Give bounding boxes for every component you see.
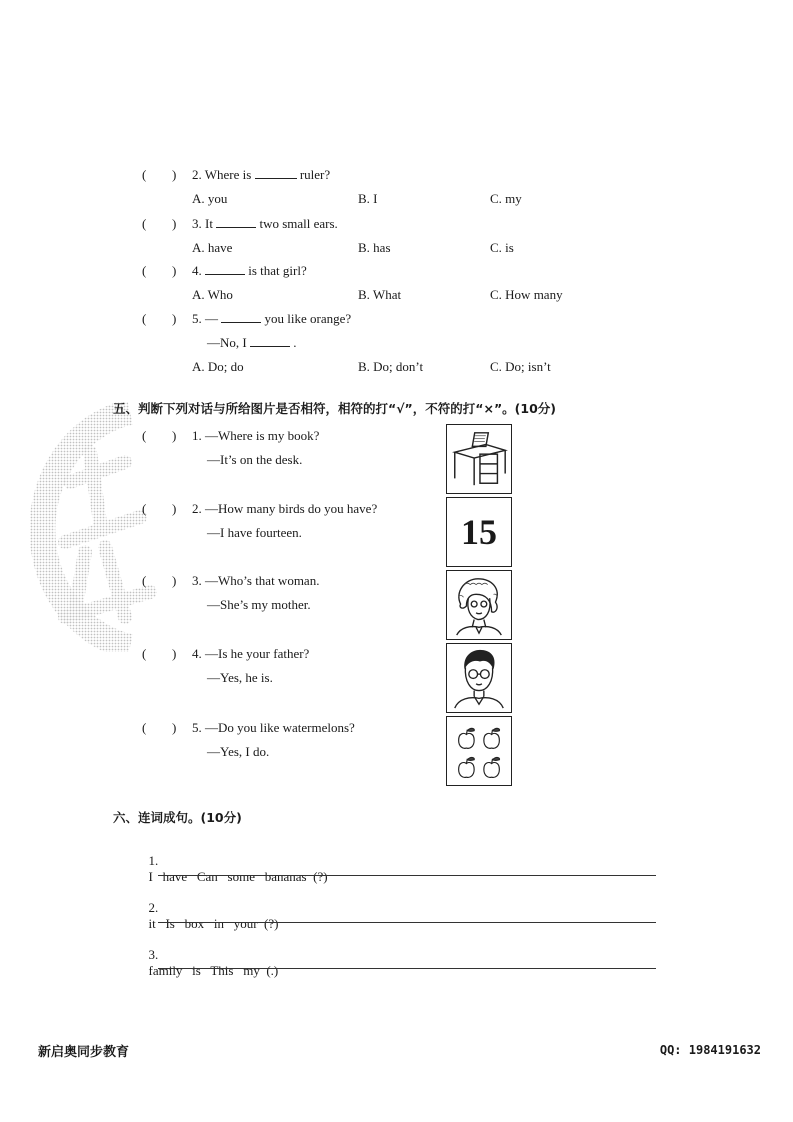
dialog-item-4: 4. —Is he your father?	[192, 646, 310, 661]
option-a[interactable]: A. have	[192, 240, 233, 255]
option-c[interactable]: C. Do; isn’t	[490, 359, 551, 374]
dialog-item-3: 3. —Who’s that woman.	[192, 573, 320, 588]
woman-picture	[446, 570, 512, 640]
answer-line[interactable]	[158, 875, 656, 876]
option-b[interactable]: B. What	[358, 287, 402, 302]
desk-icon	[447, 425, 511, 493]
option-c[interactable]: C. How many	[490, 287, 563, 302]
answer-line[interactable]	[158, 968, 656, 969]
option-a[interactable]: A. Do; do	[192, 359, 244, 374]
mc-question-4: 4. is that girl?	[192, 263, 307, 278]
fill-blank[interactable]	[205, 263, 245, 275]
mc-question-5-reply: —No, I .	[207, 335, 297, 350]
fill-blank[interactable]	[250, 335, 290, 347]
section-6-title: 六、连词成句。(10分)	[113, 810, 242, 825]
desk-picture	[446, 424, 512, 494]
number-15: 15	[461, 512, 497, 552]
option-a[interactable]: A. you	[192, 191, 228, 206]
number-picture	[446, 497, 512, 567]
dialog-item-1: 1. —Where is my book?	[192, 428, 320, 443]
dialog-item-5: 5. —Do you like watermelons?	[192, 720, 355, 735]
mc-question-2: 2. Where is ruler?	[192, 167, 331, 182]
option-b[interactable]: B. has	[358, 240, 391, 255]
fill-blank[interactable]	[221, 311, 261, 323]
word-order-item-3: 3. family is This my (.)	[148, 947, 279, 978]
option-c[interactable]: C. my	[490, 191, 522, 206]
fill-blank[interactable]	[216, 216, 256, 228]
word-order-item-2: 2. it Is box in your (?)	[148, 900, 279, 931]
section-5-title: 五、判断下列对话与所给图片是否相符，相符的打“√”，不符的打“×”。(10分)	[113, 401, 556, 416]
dialog-item-4-reply: —Yes, he is.	[207, 670, 273, 685]
option-a[interactable]: A. Who	[192, 287, 233, 302]
answer-line[interactable]	[158, 922, 656, 923]
man-picture	[446, 643, 512, 713]
apples-icon	[447, 717, 511, 785]
mc-question-3: 3. It two small ears.	[192, 216, 338, 231]
dialog-item-2: 2. —How many birds do you have?	[192, 501, 378, 516]
option-b[interactable]: B. I	[358, 191, 378, 206]
dialog-item-5-reply: —Yes, I do.	[207, 744, 270, 759]
word-order-item-1: 1. I have Can some bananas (?)	[148, 853, 328, 884]
dialog-item-2-reply: —I have fourteen.	[207, 525, 302, 540]
dialog-item-1-reply: —It’s on the desk.	[207, 452, 303, 467]
fill-blank[interactable]	[255, 167, 297, 179]
dialog-item-3-reply: —She’s my mother.	[207, 597, 311, 612]
man-with-glasses-icon	[447, 644, 511, 712]
woman-icon	[447, 571, 511, 639]
stamp-watermark	[30, 402, 180, 652]
option-b[interactable]: B. Do; don’t	[358, 359, 424, 374]
footer-publisher: 新启奥同步教育	[38, 1045, 130, 1060]
mc-question-5: 5. — you like orange?	[192, 311, 352, 326]
apples-picture	[446, 716, 512, 786]
option-c[interactable]: C. is	[490, 240, 514, 255]
footer-qq: QQ: 1984191632	[659, 1043, 761, 1057]
